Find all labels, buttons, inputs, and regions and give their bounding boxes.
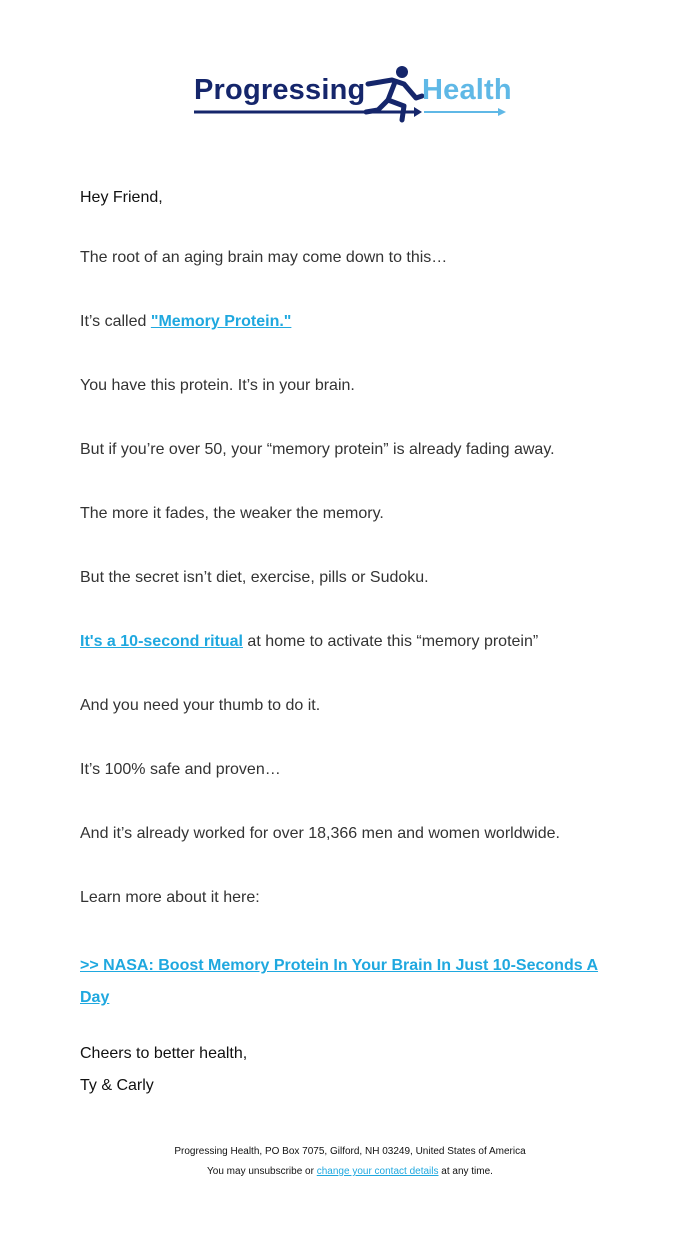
brand-logo [192,62,510,124]
paragraph-1: The root of an aging brain may come down to this… [80,249,448,266]
footer-unsub-prefix: You may unsubscribe or [207,1166,317,1177]
paragraph-2 [80,312,620,332]
change-contact-details-link[interactable]: change your contact details [316,1166,439,1177]
greeting: Hey Friend, [80,189,163,206]
paragraph-11: Learn more about it here: [80,889,260,906]
brand-word-progressing: Progressing [194,74,366,106]
paragraph-5: The more it fades, the weaker the memory. [80,505,384,522]
paragraph-8: And you need your thumb to do it. [80,697,321,714]
paragraph-9: It’s 100% safe and proven… [80,761,281,778]
nasa-memory-protein-cta-link[interactable]: >> NASA: Boost Memory Protein In Your Brain In Just 10-Seconds A Day [80,957,599,1006]
paragraph-2-prefix: It’s called [80,313,151,330]
paragraph-3: You have this protein. It’s in your brain. [80,377,355,394]
signoff: Cheers to better health, [80,1045,248,1062]
paragraph-7 [80,632,620,652]
footer-address: Progressing Health, PO Box 7075, Gilford, NH 03249, United States of America [174,1146,526,1157]
paragraph-4: But if you’re over 50, your “memory protein” is already fading away. [80,441,555,458]
ten-second-ritual-link[interactable]: It's a 10-second ritual [80,633,243,650]
paragraph-10: And it’s already worked for over 18,366 men and women worldwide. [80,825,560,842]
paragraph-7-suffix: at home to activate this “memory protein” [242,633,539,650]
footer-unsubscribe [0,1166,700,1178]
footer-unsub-suffix: at any time. [438,1166,493,1177]
memory-protein-link[interactable]: "Memory Protein." [150,313,292,330]
signature: Ty & Carly [80,1077,154,1094]
brand-word-health: Health [422,74,512,106]
paragraph-6: But the secret isn’t diet, exercise, pills or Sudoku. [80,569,429,586]
